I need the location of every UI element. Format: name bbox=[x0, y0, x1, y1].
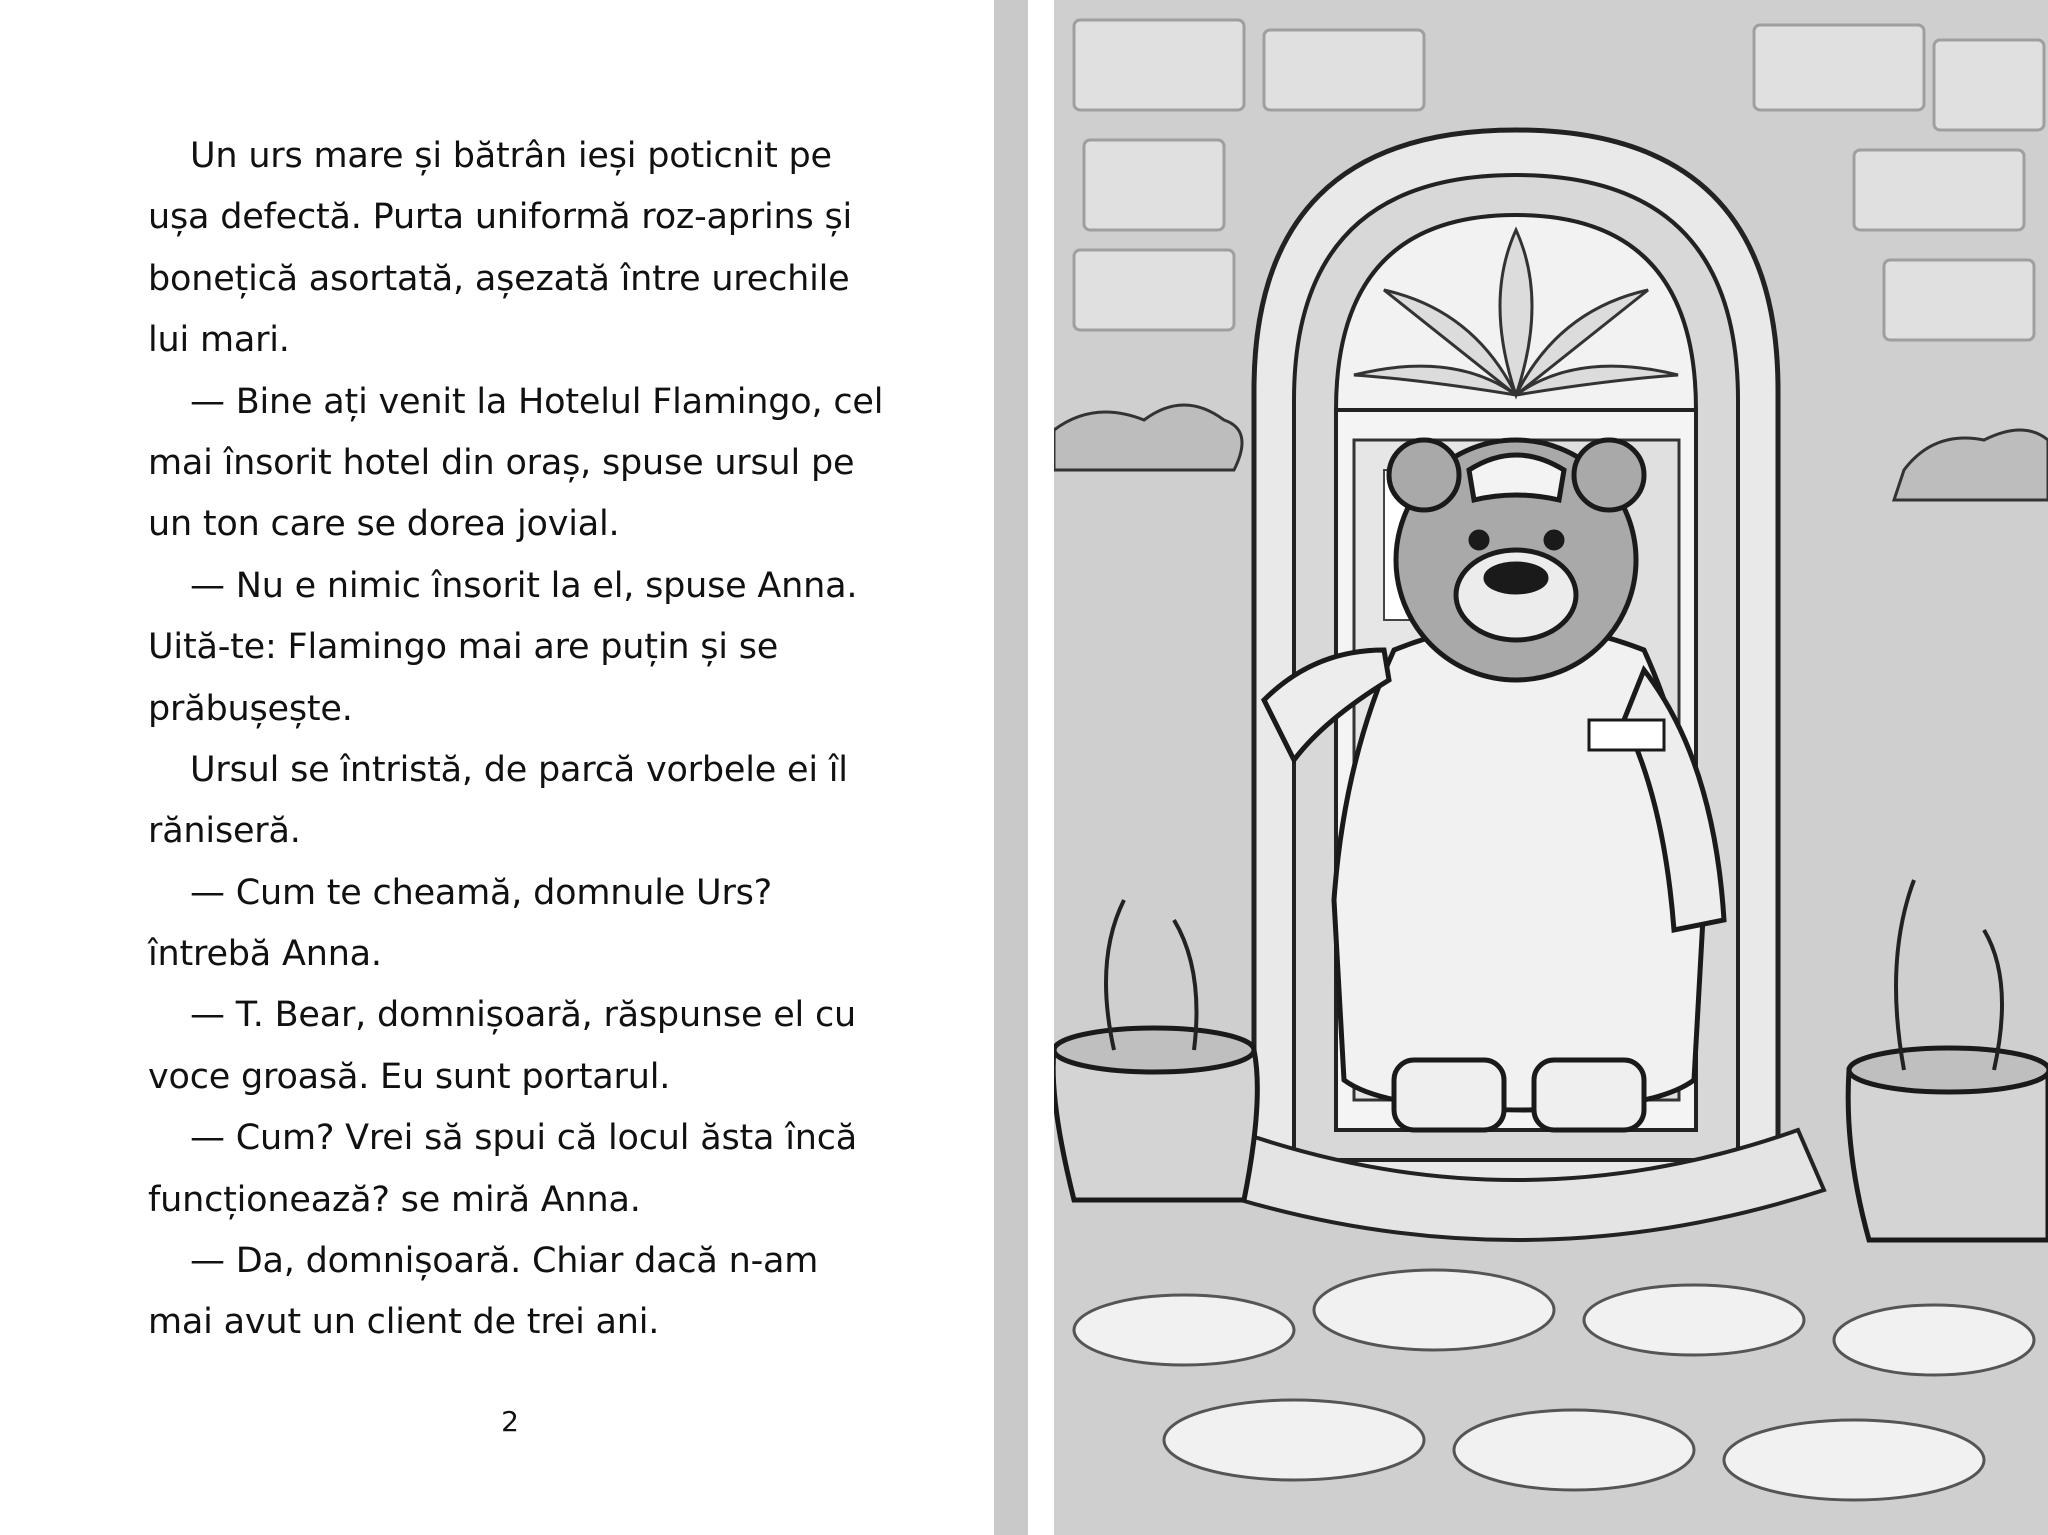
page-number: 2 bbox=[501, 1405, 519, 1438]
flower-pot-left bbox=[1054, 1028, 1257, 1200]
text-line: mai însorit hotel din oraș, spuse ursul pe bbox=[148, 442, 855, 483]
text-line: Ursul se întristă, de parcă vorbele ei îl bbox=[190, 749, 848, 790]
text-line: voce groasă. Eu sunt portarul. bbox=[148, 1056, 671, 1097]
gutter-gap bbox=[1028, 0, 1054, 1535]
text-line: — Cum te cheamă, domnule Urs? bbox=[190, 872, 773, 913]
text-line: Un urs mare și bătrân ieși poticnit pe bbox=[190, 136, 832, 176]
text-line: bonețică asortată, așezată între urechile bbox=[148, 258, 850, 299]
text-line: lui mari. bbox=[148, 320, 290, 361]
text-line: — Bine ați venit la Hotelul Flamingo, cel bbox=[190, 381, 884, 422]
text-line: răniseră. bbox=[148, 811, 301, 852]
illustration-page bbox=[1054, 0, 2048, 1535]
text-line: Uită-te: Flamingo mai are puțin și se bbox=[148, 627, 779, 668]
text-line: — Cum? Vrei să spui că locul ăsta încă bbox=[190, 1118, 857, 1159]
text-line: întrebă Anna. bbox=[148, 934, 382, 975]
text-line: ușa defectă. Purta uniformă roz-aprins și bbox=[148, 197, 853, 238]
text-line: mai avut un client de trei ani. bbox=[148, 1302, 660, 1343]
text-line: — Nu e nimic însorit la el, spuse Anna. bbox=[190, 565, 858, 606]
story-text bbox=[148, 126, 908, 1354]
text-line: un ton care se dorea jovial. bbox=[148, 504, 620, 545]
text-line: — T. Bear, domnișoară, răspunse el cu bbox=[190, 995, 857, 1036]
text-page bbox=[0, 0, 990, 1535]
text-line: prăbușește. bbox=[148, 688, 353, 729]
text-line: funcționează? se miră Anna. bbox=[148, 1179, 641, 1220]
bear-doorman-illustration bbox=[1054, 0, 2048, 1535]
text-line: — Da, domnișoară. Chiar dacă n-am bbox=[190, 1241, 819, 1282]
flower-pot-right bbox=[1848, 1048, 2048, 1240]
